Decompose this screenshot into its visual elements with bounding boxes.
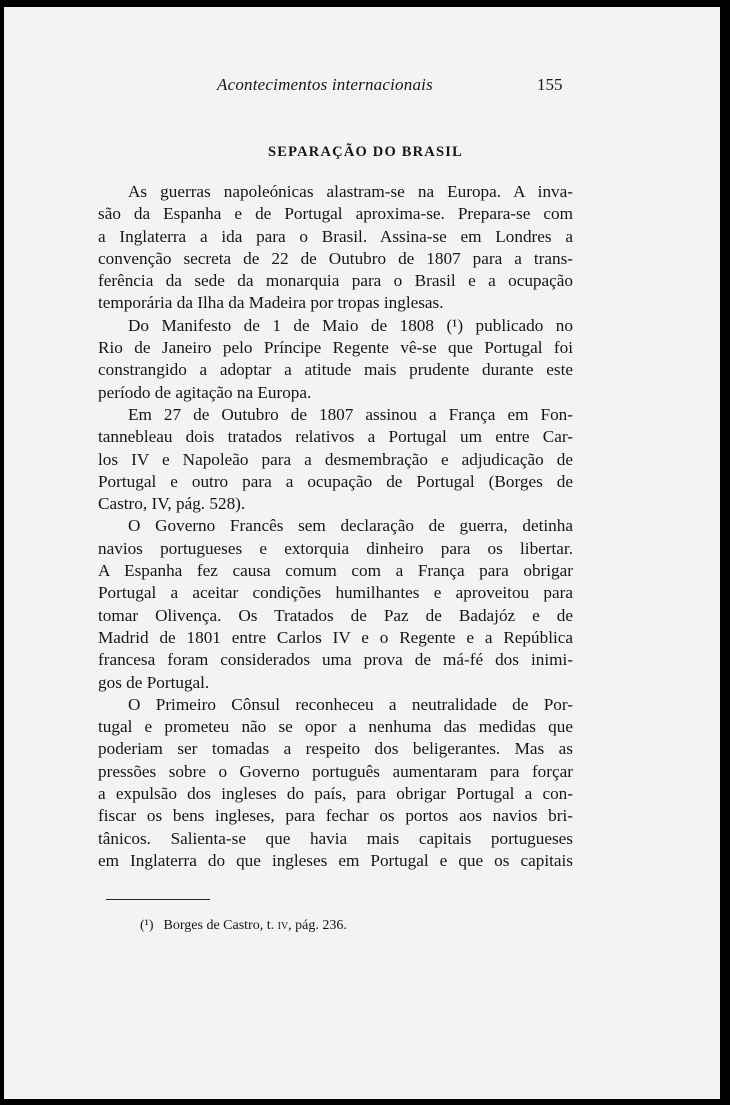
footnote-mark: (¹) [140, 918, 154, 933]
body-text [98, 181, 573, 872]
text-line: são da Espanha e de Portugal aproxima-se. Prepara-se com [98, 204, 573, 224]
running-head [4, 75, 720, 99]
text-line: a expulsão dos ingleses do país, para obrigar Portugal a con- [98, 784, 573, 804]
text-line: em Inglaterra do que ingleses em Portugal e que os capitais [98, 850, 573, 870]
text-line: Portugal e outro para a ocupação de Portugal (Borges de [98, 471, 573, 491]
text-line: los IV e Napoleão para a desmembração e adjudicação de [98, 449, 573, 469]
text-line: Rio de Janeiro pelo Príncipe Regente vê-se que Portugal foi [98, 338, 573, 358]
text-line: Do Manifesto de 1 de Maio de 1808 (¹) publicado no [128, 315, 573, 335]
text-line: Em 27 de Outubro de 1807 assinou a França em Fon- [128, 404, 573, 424]
text-line: período de agitação na Europa. [98, 382, 312, 402]
text-line: tomar Olivença. Os Tratados de Paz de Badajóz e de [98, 605, 573, 625]
book-page [4, 7, 720, 1099]
running-title: Acontecimentos internacionais [217, 75, 433, 94]
text-line: A Espanha fez causa comum com a França para obrigar [98, 561, 573, 581]
text-line: O Governo Francês sem declaração de guerra, detinha [128, 516, 573, 536]
text-line: tugal e prometeu não se opor a nenhuma das medidas que [98, 717, 573, 737]
text-line: Castro, IV, pág. 528). [98, 494, 246, 514]
text-line: navios portugueses e extorquia dinheiro para os libertar. [98, 538, 573, 558]
text-line: poderiam ser tomadas a respeito dos beligerantes. Mas as [98, 739, 573, 759]
footnote-text-after: , pág. 236. [288, 918, 347, 933]
text-line: fiscar os bens ingleses, para fechar os portos aos navios bri- [98, 806, 573, 826]
text-line: a Inglaterra a ida para o Brasil. Assina-se em Londres a [98, 226, 573, 246]
footnote-divider [106, 899, 210, 900]
text-line: O Primeiro Cônsul reconheceu a neutralidade de Por- [128, 694, 573, 714]
text-line: tannebleau dois tratados relativos a Portugal um entre Car- [98, 427, 573, 447]
footnote [140, 918, 347, 934]
text-line: ferência da sede da monarquia para o Brasil e a ocupação [98, 271, 573, 291]
text-line: Portugal a aceitar condições humilhantes e aproveitou para [98, 583, 573, 603]
text-line: pressões sobre o Governo português aumentaram para forçar [98, 761, 573, 781]
text-line: constrangido a adoptar a atitude mais prudente durante este [98, 360, 573, 380]
text-line: As guerras napoleónicas alastram-se na Europa. A inva- [128, 182, 573, 201]
text-line: convenção secreta de 22 de Outubro de 1807 para a trans- [98, 248, 573, 268]
footnote-volume: iv [277, 918, 289, 933]
text-line: francesa foram considerados uma prova de má-fé dos inimi- [98, 650, 573, 670]
text-line: gos de Portugal. [98, 672, 210, 692]
footnote-text-before: Borges de Castro, t. [163, 918, 275, 933]
text-line: Madrid de 1801 entre Carlos IV e o Regente e a República [98, 627, 573, 647]
section-title: SEPARAÇÃO DO BRASIL [268, 144, 463, 160]
page-number: 155 [537, 75, 563, 94]
text-line: temporária da Ilha da Madeira por tropas inglesas. [98, 293, 444, 313]
text-line: tânicos. Salienta-se que havia mais capitais portugueses [98, 828, 573, 848]
